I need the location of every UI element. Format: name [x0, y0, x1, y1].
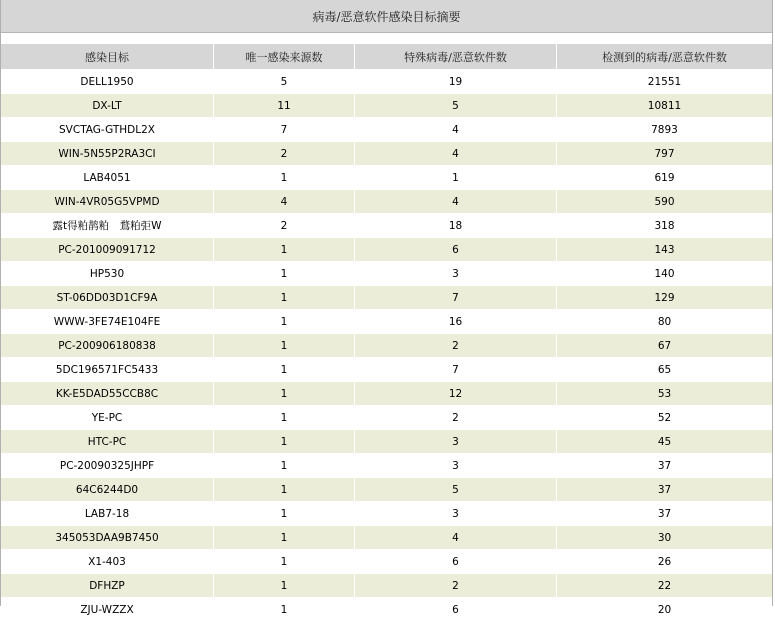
cell-special-malware: 2 [355, 574, 557, 598]
cell-target: DELL1950 [1, 70, 214, 94]
cell-special-malware: 6 [355, 598, 557, 622]
cell-special-malware: 6 [355, 550, 557, 574]
cell-special-malware: 4 [355, 142, 557, 166]
cell-unique-sources: 1 [214, 334, 355, 358]
table-row [1, 478, 772, 502]
cell-special-malware: 5 [355, 478, 557, 502]
cell-target: YE-PC [1, 406, 214, 430]
cell-unique-sources: 2 [214, 214, 355, 238]
cell-target: HTC-PC [1, 430, 214, 454]
cell-target: ST-06DD03D1CF9A [1, 286, 214, 310]
table-row [1, 286, 772, 310]
cell-special-malware: 3 [355, 430, 557, 454]
cell-detected-malware: 80 [557, 310, 772, 334]
cell-unique-sources: 1 [214, 574, 355, 598]
cell-unique-sources: 4 [214, 190, 355, 214]
table-row [1, 334, 772, 358]
cell-detected-malware: 129 [557, 286, 772, 310]
cell-detected-malware: 37 [557, 478, 772, 502]
table-row [1, 550, 772, 574]
table-row [1, 430, 772, 454]
cell-target: 5DC196571FC5433 [1, 358, 214, 382]
cell-unique-sources: 1 [214, 598, 355, 622]
cell-unique-sources: 1 [214, 310, 355, 334]
title-spacer [1, 33, 772, 44]
table-row [1, 166, 772, 190]
cell-target: HP530 [1, 262, 214, 286]
cell-target: WWW-3FE74E104FE [1, 310, 214, 334]
cell-unique-sources: 1 [214, 286, 355, 310]
cell-target: ZJU-WZZX [1, 598, 214, 622]
table-header-row [1, 44, 772, 70]
cell-detected-malware: 45 [557, 430, 772, 454]
cell-special-malware: 4 [355, 118, 557, 142]
cell-unique-sources: 1 [214, 166, 355, 190]
cell-target: SVCTAG-GTHDL2X [1, 118, 214, 142]
cell-special-malware: 2 [355, 334, 557, 358]
table-row [1, 382, 772, 406]
table-row [1, 526, 772, 550]
cell-unique-sources: 1 [214, 526, 355, 550]
cell-target: LAB4051 [1, 166, 214, 190]
column-header-detected-malware[interactable]: 检测到的病毒/恶意软件数 [557, 44, 772, 70]
cell-detected-malware: 20 [557, 598, 772, 622]
cell-detected-malware: 65 [557, 358, 772, 382]
table-row [1, 214, 772, 238]
cell-target: DX-LT [1, 94, 214, 118]
cell-special-malware: 12 [355, 382, 557, 406]
cell-target: KK-E5DAD55CCB8C [1, 382, 214, 406]
cell-special-malware: 6 [355, 238, 557, 262]
cell-detected-malware: 53 [557, 382, 772, 406]
column-header-special-malware[interactable]: 特殊病毒/恶意软件数 [355, 44, 557, 70]
table-row [1, 358, 772, 382]
cell-detected-malware: 10811 [557, 94, 772, 118]
cell-target: PC-20090325JHPF [1, 454, 214, 478]
table-row [1, 310, 772, 334]
table-row [1, 70, 772, 94]
cell-detected-malware: 52 [557, 406, 772, 430]
cell-detected-malware: 143 [557, 238, 772, 262]
cell-unique-sources: 1 [214, 406, 355, 430]
cell-unique-sources: 1 [214, 382, 355, 406]
cell-special-malware: 4 [355, 190, 557, 214]
cell-unique-sources: 1 [214, 358, 355, 382]
cell-target: WIN-5N55P2RA3CI [1, 142, 214, 166]
table-row [1, 262, 772, 286]
cell-unique-sources: 1 [214, 454, 355, 478]
column-header-target[interactable]: 感染目标 [1, 44, 214, 70]
cell-detected-malware: 7893 [557, 118, 772, 142]
cell-detected-malware: 37 [557, 454, 772, 478]
table-row [1, 454, 772, 478]
cell-target: PC-201009091712 [1, 238, 214, 262]
cell-detected-malware: 619 [557, 166, 772, 190]
cell-unique-sources: 1 [214, 550, 355, 574]
cell-unique-sources: 1 [214, 262, 355, 286]
column-header-unique-sources[interactable]: 唯一感染来源数 [214, 44, 355, 70]
cell-unique-sources: 1 [214, 238, 355, 262]
cell-special-malware: 2 [355, 406, 557, 430]
cell-detected-malware: 67 [557, 334, 772, 358]
cell-detected-malware: 590 [557, 190, 772, 214]
cell-special-malware: 7 [355, 358, 557, 382]
cell-special-malware: 19 [355, 70, 557, 94]
cell-detected-malware: 26 [557, 550, 772, 574]
cell-detected-malware: 318 [557, 214, 772, 238]
cell-special-malware: 3 [355, 262, 557, 286]
cell-detected-malware: 21551 [557, 70, 772, 94]
cell-target: 露t得粕鹊粕 鶩粕弡W [1, 214, 214, 238]
cell-target: WIN-4VR05G5VPMD [1, 190, 214, 214]
cell-detected-malware: 797 [557, 142, 772, 166]
cell-special-malware: 18 [355, 214, 557, 238]
cell-unique-sources: 2 [214, 142, 355, 166]
cell-special-malware: 1 [355, 166, 557, 190]
table-row [1, 190, 772, 214]
table-row [1, 574, 772, 598]
cell-unique-sources: 5 [214, 70, 355, 94]
cell-special-malware: 5 [355, 94, 557, 118]
cell-detected-malware: 22 [557, 574, 772, 598]
table-row [1, 598, 772, 622]
cell-unique-sources: 1 [214, 502, 355, 526]
cell-special-malware: 4 [355, 526, 557, 550]
cell-unique-sources: 7 [214, 118, 355, 142]
cell-target: PC-200906180838 [1, 334, 214, 358]
table-body [1, 70, 772, 622]
table-row [1, 406, 772, 430]
cell-unique-sources: 1 [214, 478, 355, 502]
table-row [1, 502, 772, 526]
cell-special-malware: 16 [355, 310, 557, 334]
table-row [1, 238, 772, 262]
cell-target: X1-403 [1, 550, 214, 574]
cell-detected-malware: 140 [557, 262, 772, 286]
cell-detected-malware: 30 [557, 526, 772, 550]
infection-targets-table [1, 44, 772, 622]
table-row [1, 142, 772, 166]
cell-detected-malware: 37 [557, 502, 772, 526]
cell-unique-sources: 11 [214, 94, 355, 118]
cell-target: DFHZP [1, 574, 214, 598]
cell-special-malware: 3 [355, 454, 557, 478]
cell-target: LAB7-18 [1, 502, 214, 526]
cell-special-malware: 3 [355, 502, 557, 526]
table-row [1, 94, 772, 118]
cell-unique-sources: 1 [214, 430, 355, 454]
cell-target: 345053DAA9B7450 [1, 526, 214, 550]
cell-target: 64C6244D0 [1, 478, 214, 502]
cell-special-malware: 7 [355, 286, 557, 310]
table-row [1, 118, 772, 142]
report-title: 病毒/恶意软件感染目标摘要 [1, 0, 772, 33]
